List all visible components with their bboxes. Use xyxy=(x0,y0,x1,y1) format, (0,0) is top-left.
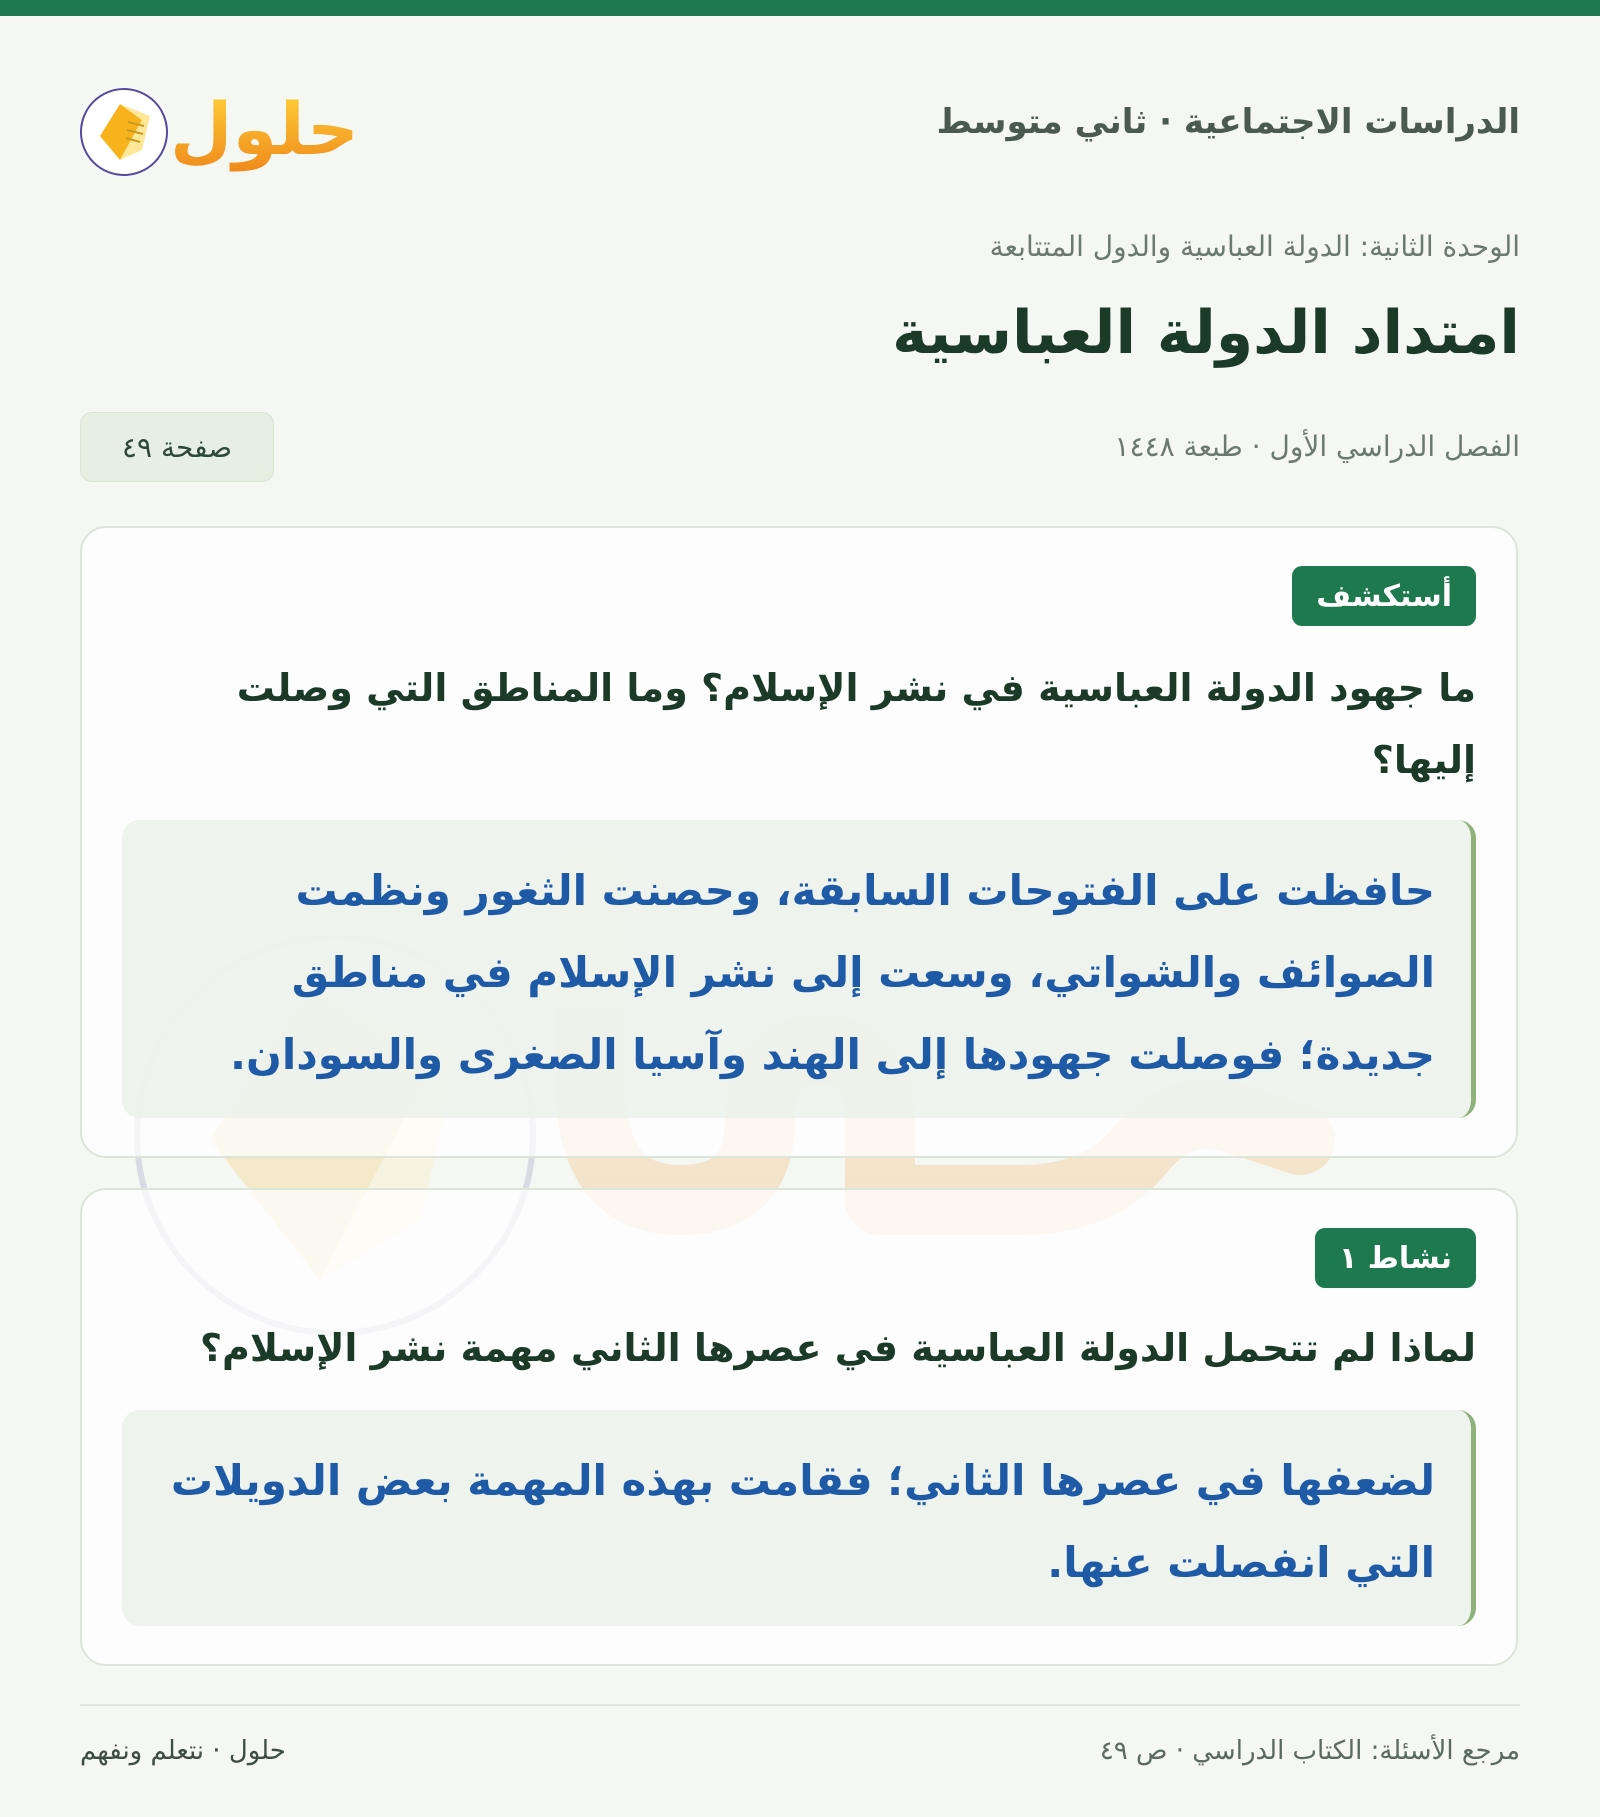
explore-answer: حافظت على الفتوحات السابقة، وحصنت الثغور ونظمت الصوائف والشواتي، وسعت إلى نشر الإسلام في مناطق جديدة؛ فوصلت جهودها إلى الهند وآسيا الصغرى والسودان. xyxy=(122,820,1476,1118)
footer-divider xyxy=(80,1704,1520,1706)
explore-tag: أستكشف xyxy=(1292,566,1476,626)
explore-question: ما جهود الدولة العباسية في نشر الإسلام؟ وما المناطق التي وصلت إليها؟ xyxy=(236,666,1476,782)
unit-title: الوحدة الثانية: الدولة العباسية والدول المتتابعة xyxy=(989,230,1520,263)
page-header xyxy=(80,70,1520,190)
activity-card xyxy=(80,1188,1518,1666)
subject-title: الدراسات الاجتماعية · ثاني متوسط xyxy=(936,102,1520,142)
logo-wordmark: حلول xyxy=(170,87,359,171)
activity-answer: لضعفها في عصرها الثاني؛ فقامت بهذه المهمة بعض الدويلات التي انفصلت عنها. xyxy=(122,1410,1476,1626)
top-accent-bar xyxy=(0,0,1600,16)
site-logo[interactable] xyxy=(80,70,370,180)
footer-reference: مرجع الأسئلة: الكتاب الدراسي · ص ٤٩ xyxy=(1099,1736,1520,1766)
book-icon xyxy=(80,70,370,180)
activity-question: لماذا لم تتحمل الدولة العباسية في عصرها الثاني مهمة نشر الإسلام؟ xyxy=(199,1326,1476,1370)
footer-slogan: حلول · نتعلم ونفهم xyxy=(80,1736,286,1766)
lesson-title: امتداد الدولة العباسية xyxy=(892,298,1520,368)
page-number-badge: صفحة ٤٩ xyxy=(80,412,274,482)
semester-info: الفصل الدراسي الأول · طبعة ١٤٤٨ xyxy=(1114,430,1520,463)
explore-card xyxy=(80,526,1518,1158)
activity-tag: نشاط ١ xyxy=(1315,1228,1476,1288)
